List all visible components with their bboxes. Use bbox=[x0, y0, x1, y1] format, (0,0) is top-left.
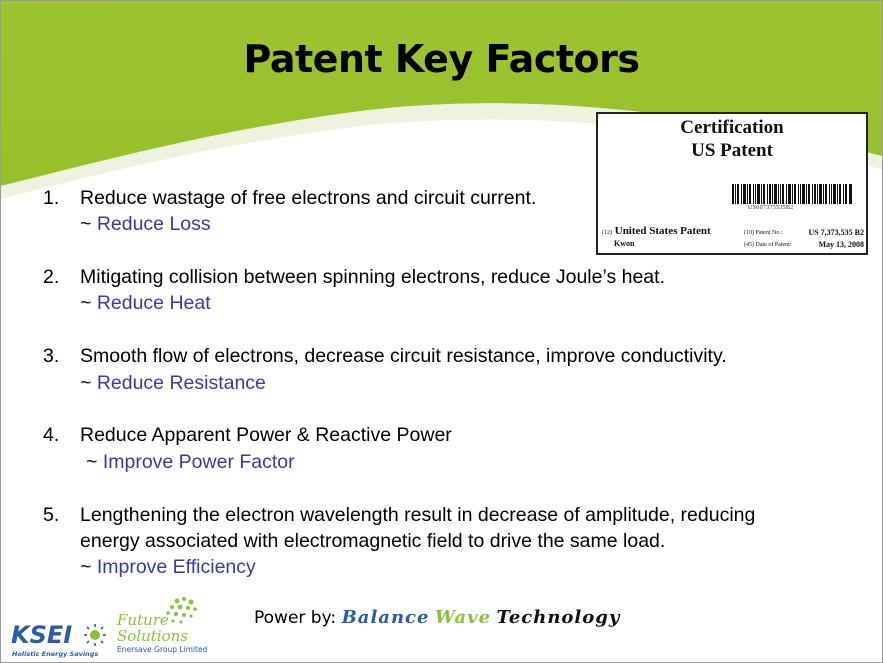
barcode-number: US007373535B2 bbox=[748, 205, 794, 211]
barcode-icon bbox=[732, 184, 852, 204]
list-item-benefit: ~ Reduce Loss bbox=[80, 213, 211, 235]
list-item-text: Mitigating collision between spinning electrons, reduce Joule’s heat. bbox=[80, 266, 665, 288]
tech-word-balance: Balance bbox=[341, 607, 430, 628]
certificate-patent-type: (12) United States Patent bbox=[602, 225, 711, 237]
tech-word-technology: Technology bbox=[496, 607, 621, 628]
svg-text:Holistic Energy Savings: Holistic Energy Savings bbox=[12, 650, 99, 658]
list-item-benefit: ~ Reduce Heat bbox=[80, 292, 211, 314]
power-by-footer: Power by: Balance Wave Technology bbox=[254, 607, 621, 628]
future-solutions-logo bbox=[115, 595, 215, 655]
svg-text:Enersave Group Limited: Enersave Group Limited bbox=[117, 645, 208, 654]
ksei-logo bbox=[11, 615, 111, 659]
svg-text:Future: Future bbox=[117, 611, 169, 629]
certificate-heading: Certification US Patent bbox=[680, 117, 784, 161]
list-item-text: Reduce wastage of free electrons and circuit current. bbox=[80, 187, 537, 209]
slide: Patent Key Factors Certification US Patent US007373535B2 (12) United States Patent Kwon (10) Patent No.: US 7,373,535 B2 (45) Date of Patent: May 13, 2008 1. Reduce wastage of free electrons and circuit current. ~ Reduce Loss 2. Mitigating collision between spinning electrons, reduce Joule’s heat. ~ Reduce Heat 3. Smooth flow of electrons, decrease circuit resistance, improve conductivity. ~ Reduce Resistance 4. Reduce Apparent Power & Reactive Power ~ Improve Power Factor 5. Lengthening the electron wavelength result in decrease of amplitude, reducing energy associated with electromagnetic field to drive the same load. ~ Improve Efficiency KSEI Holistic Energy Savings Future Solutions Enersave Group Limited Power by: Balance Wave Technology bbox=[0, 0, 883, 663]
certificate-inventor: Kwon bbox=[614, 239, 635, 248]
list-item-text: Lengthening the electron wavelength result in decrease of amplitude, reducing bbox=[80, 504, 756, 526]
svg-text:KSEI: KSEI bbox=[11, 621, 73, 649]
list-item-benefit: ~ Improve Power Factor bbox=[86, 451, 295, 473]
list-item-text: Reduce Apparent Power & Reactive Power bbox=[80, 424, 452, 446]
slide-title: Patent Key Factors bbox=[243, 37, 640, 81]
list-item-text: energy associated with electromagnetic field to drive the same load. bbox=[80, 530, 666, 552]
list-item-text: Smooth flow of electrons, decrease circuit resistance, improve conductivity. bbox=[80, 345, 727, 367]
patent-certificate-image bbox=[596, 112, 868, 255]
list-item-benefit: ~ Improve Efficiency bbox=[80, 556, 256, 578]
tech-word-wave: Wave bbox=[434, 607, 492, 628]
certificate-details: (10) Patent No.: US 7,373,535 B2 (45) Date of Patent: May 13, 2008 bbox=[744, 228, 864, 249]
list-item-benefit: ~ Reduce Resistance bbox=[80, 372, 266, 394]
svg-text:Solutions: Solutions bbox=[117, 627, 188, 645]
